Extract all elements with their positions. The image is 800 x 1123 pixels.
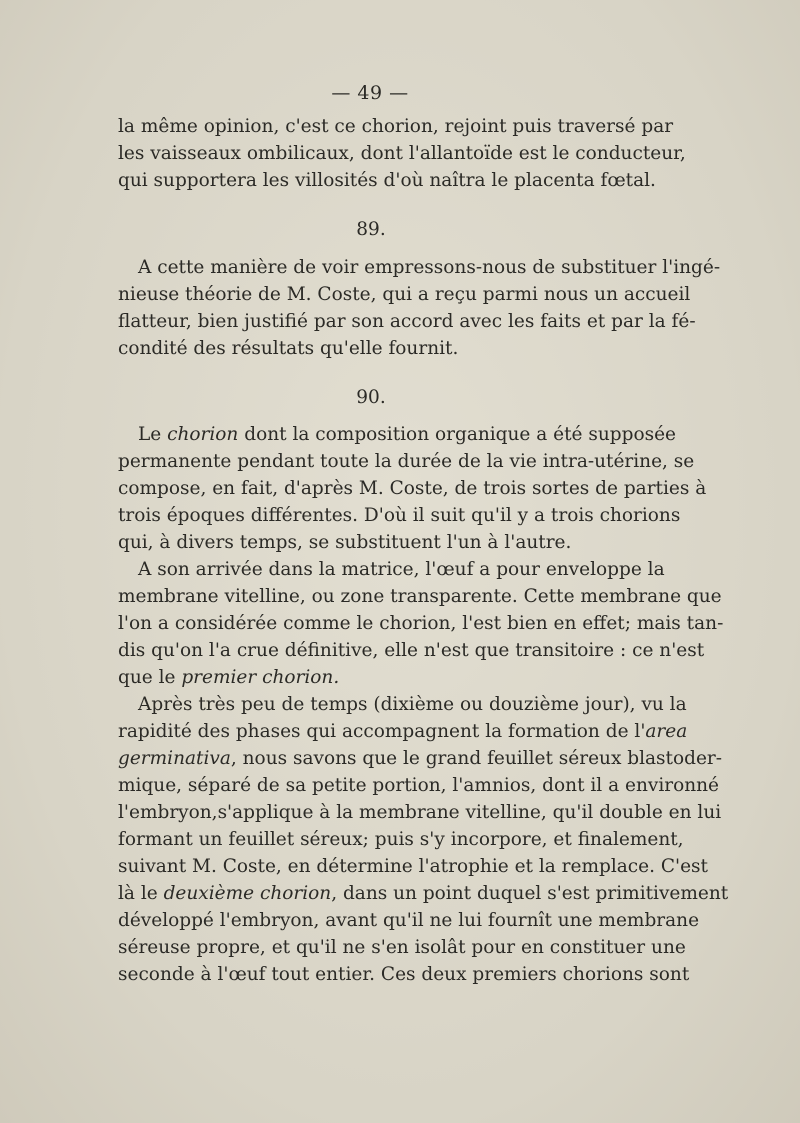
text-line: permanente pendant toute la durée de la vie intra-utérine, se bbox=[118, 451, 695, 472]
text-line: suivant M. Coste, en détermine l'atrophie et la remplace. C'est bbox=[118, 856, 708, 877]
text-line: formant un feuillet séreux; puis s'y incorpore, et finalement, bbox=[118, 829, 684, 850]
text-span: rapidité des phases qui accompagnent la formation de l' bbox=[118, 721, 646, 742]
text-line: flatteur, bien justifié par son accord avec les faits et par la fé- bbox=[118, 311, 696, 332]
text-span: que le bbox=[118, 667, 182, 688]
text-line: compose, en fait, d'après M. Coste, de trois sortes de parties à bbox=[118, 478, 707, 499]
text-line: A cette manière de voir empressons-nous de substituer l'ingé- bbox=[138, 257, 721, 278]
text-line: qui supportera les villosités d'où naîtra le placenta fœtal. bbox=[118, 170, 656, 191]
text-line: A son arrivée dans la matrice, l'œuf a pour enveloppe la bbox=[138, 559, 665, 580]
text-line bbox=[118, 664, 624, 691]
paragraph-89 bbox=[118, 254, 721, 362]
italic-term: chorion bbox=[167, 424, 239, 445]
text-line: l'embryon,s'applique à la membrane vitelline, qu'il double en lui bbox=[118, 802, 722, 823]
text-line bbox=[118, 421, 677, 448]
text-span: , nous savons que le grand feuillet séreux blastoder- bbox=[230, 748, 722, 769]
italic-term: germinativa bbox=[118, 748, 231, 769]
page-number: — 49 — bbox=[331, 82, 409, 104]
text-line: nieuse théorie de M. Coste, qui a reçu parmi nous un accueil bbox=[118, 284, 691, 305]
text-line: séreuse propre, et qu'il ne s'en isolât pour en constituer une bbox=[118, 937, 686, 958]
section-number-89: 89. bbox=[356, 219, 386, 240]
text-line: développé l'embryon, avant qu'il ne lui fournît une membrane bbox=[118, 910, 700, 931]
text-span: , dans un point duquel s'est primitivement bbox=[331, 883, 729, 904]
section-number-90: 90. bbox=[356, 387, 386, 408]
text-line: qui, à divers temps, se substituent l'un à l'autre. bbox=[118, 532, 572, 553]
text-span: Le bbox=[138, 424, 168, 445]
text-line: la même opinion, c'est ce chorion, rejoint puis traversé par bbox=[118, 116, 674, 137]
text-line: trois époques différentes. D'où il suit qu'il y a trois chorions bbox=[118, 505, 681, 526]
text-line: mique, séparé de sa petite portion, l'amnios, dont il a environné bbox=[118, 775, 720, 796]
italic-term: premier chorion. bbox=[181, 667, 340, 688]
text-line: l'on a considérée comme le chorion, l'est bien en effet; mais tan- bbox=[118, 613, 724, 634]
text-line bbox=[118, 745, 722, 772]
text-span: là le bbox=[118, 883, 164, 904]
text-line bbox=[118, 718, 688, 745]
text-line: membrane vitelline, ou zone transparente. Cette membrane que bbox=[118, 586, 722, 607]
text-line bbox=[118, 880, 729, 907]
italic-term: deuxième chorion bbox=[163, 883, 332, 904]
paragraph-90 bbox=[118, 421, 729, 988]
text-line: dis qu'on l'a crue définitive, elle n'est que transitoire : ce n'est bbox=[118, 640, 705, 661]
text-line: Après très peu de temps (dixième ou douzième jour), vu la bbox=[138, 694, 687, 715]
text-span: dont la composition organique a été supposée bbox=[238, 424, 677, 445]
paragraph-continued bbox=[118, 113, 686, 194]
text-line: les vaisseaux ombilicaux, dont l'allantoïde est le conducteur, bbox=[118, 143, 686, 164]
italic-term: area bbox=[645, 721, 688, 742]
text-line: condité des résultats qu'elle fournit. bbox=[118, 338, 459, 359]
text-line: seconde à l'œuf tout entier. Ces deux premiers chorions sont bbox=[118, 964, 690, 985]
